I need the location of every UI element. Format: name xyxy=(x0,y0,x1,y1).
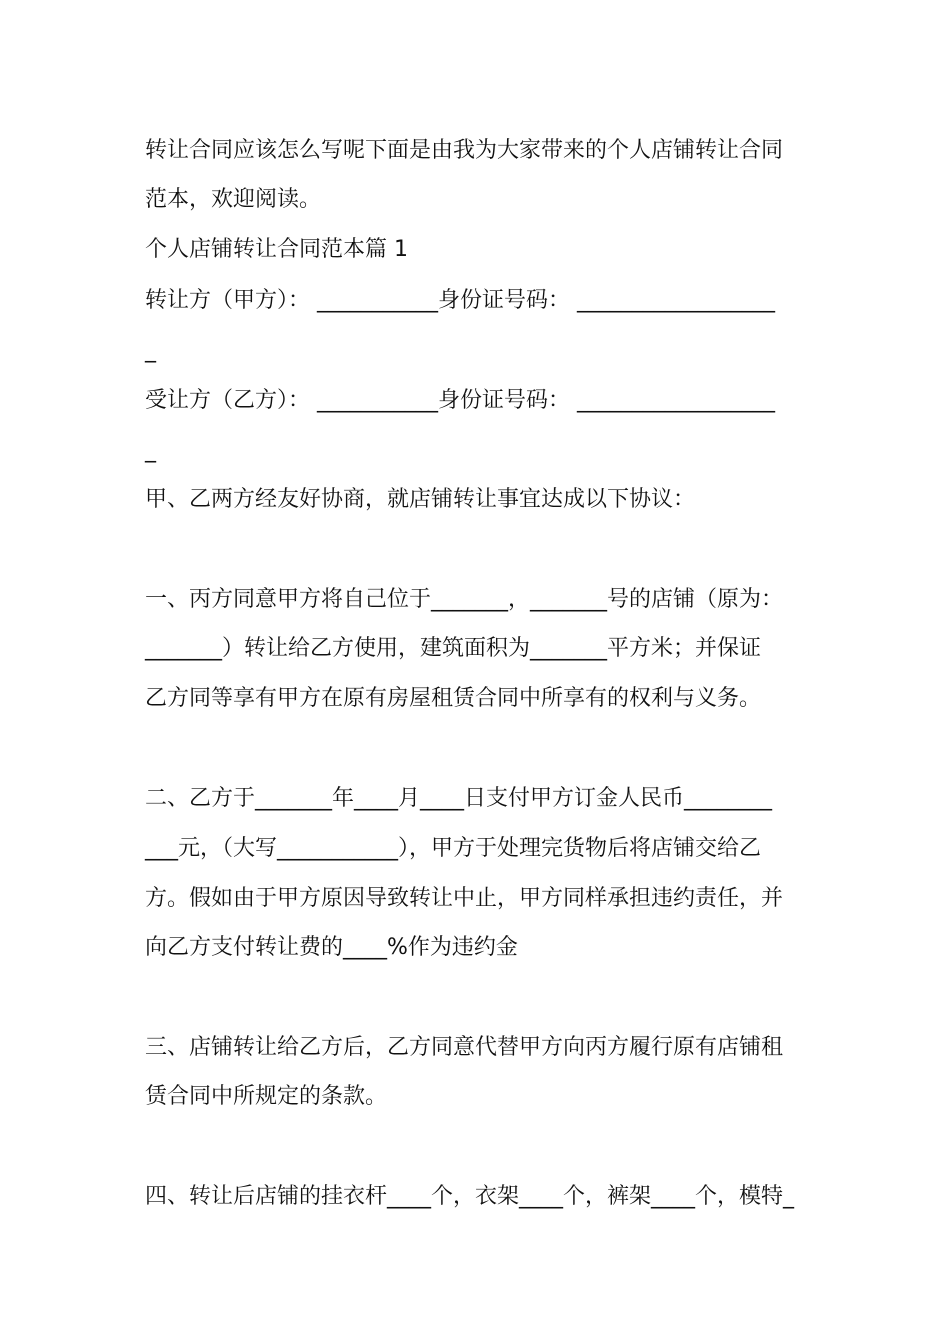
transferee-line-cont: _ xyxy=(145,438,156,463)
clause-1-line-2: _______）转让给乙方使用，建筑面积为_______平方米；并保证 xyxy=(145,636,762,661)
contract-title: 个人店铺转让合同范本篇 1 xyxy=(145,237,408,262)
clause-1-line-3: 乙方同等享有甲方在原有房屋租赁合同中所享有的权利与义务。 xyxy=(145,686,762,711)
intro-line-1: 转让合同应该怎么写呢下面是由我为大家带来的个人店铺转让合同 xyxy=(145,138,784,163)
transferor-line: 转让方（甲方）： ___________身份证号码： __________________ xyxy=(145,288,775,313)
transferee-line: 受让方（乙方）： ___________身份证号码： __________________ xyxy=(145,388,775,413)
transferor-line-cont: _ xyxy=(145,338,156,363)
clause-4-line-1: 四、转让后店铺的挂衣杆____个，衣架____个，裤架____个，模特_ xyxy=(145,1184,795,1209)
clause-2-line-3: 方。假如由于甲方原因导致转让中止，甲方同样承担违约责任，并 xyxy=(145,886,784,911)
clause-3-line-2: 赁合同中所规定的条款。 xyxy=(145,1084,388,1109)
agreement-intro: 甲、乙两方经友好协商，就店铺转让事宜达成以下协议： xyxy=(145,487,696,512)
intro-line-2: 范本，欢迎阅读。 xyxy=(145,187,322,212)
clause-2-line-1: 二、乙方于_______年____月____日支付甲方订金人民币________ xyxy=(145,786,773,811)
clause-3-line-1: 三、店铺转让给乙方后，乙方同意代替甲方向丙方履行原有店铺租 xyxy=(145,1035,784,1060)
clause-2-line-4: 向乙方支付转让费的____%作为违约金 xyxy=(145,935,518,960)
clause-1-line-1: 一、丙方同意甲方将自己位于_______，_______号的店铺（原为： xyxy=(145,587,784,612)
clause-2-line-2: ___元，（大写___________），甲方于处理完货物后将店铺交给乙 xyxy=(145,836,762,861)
